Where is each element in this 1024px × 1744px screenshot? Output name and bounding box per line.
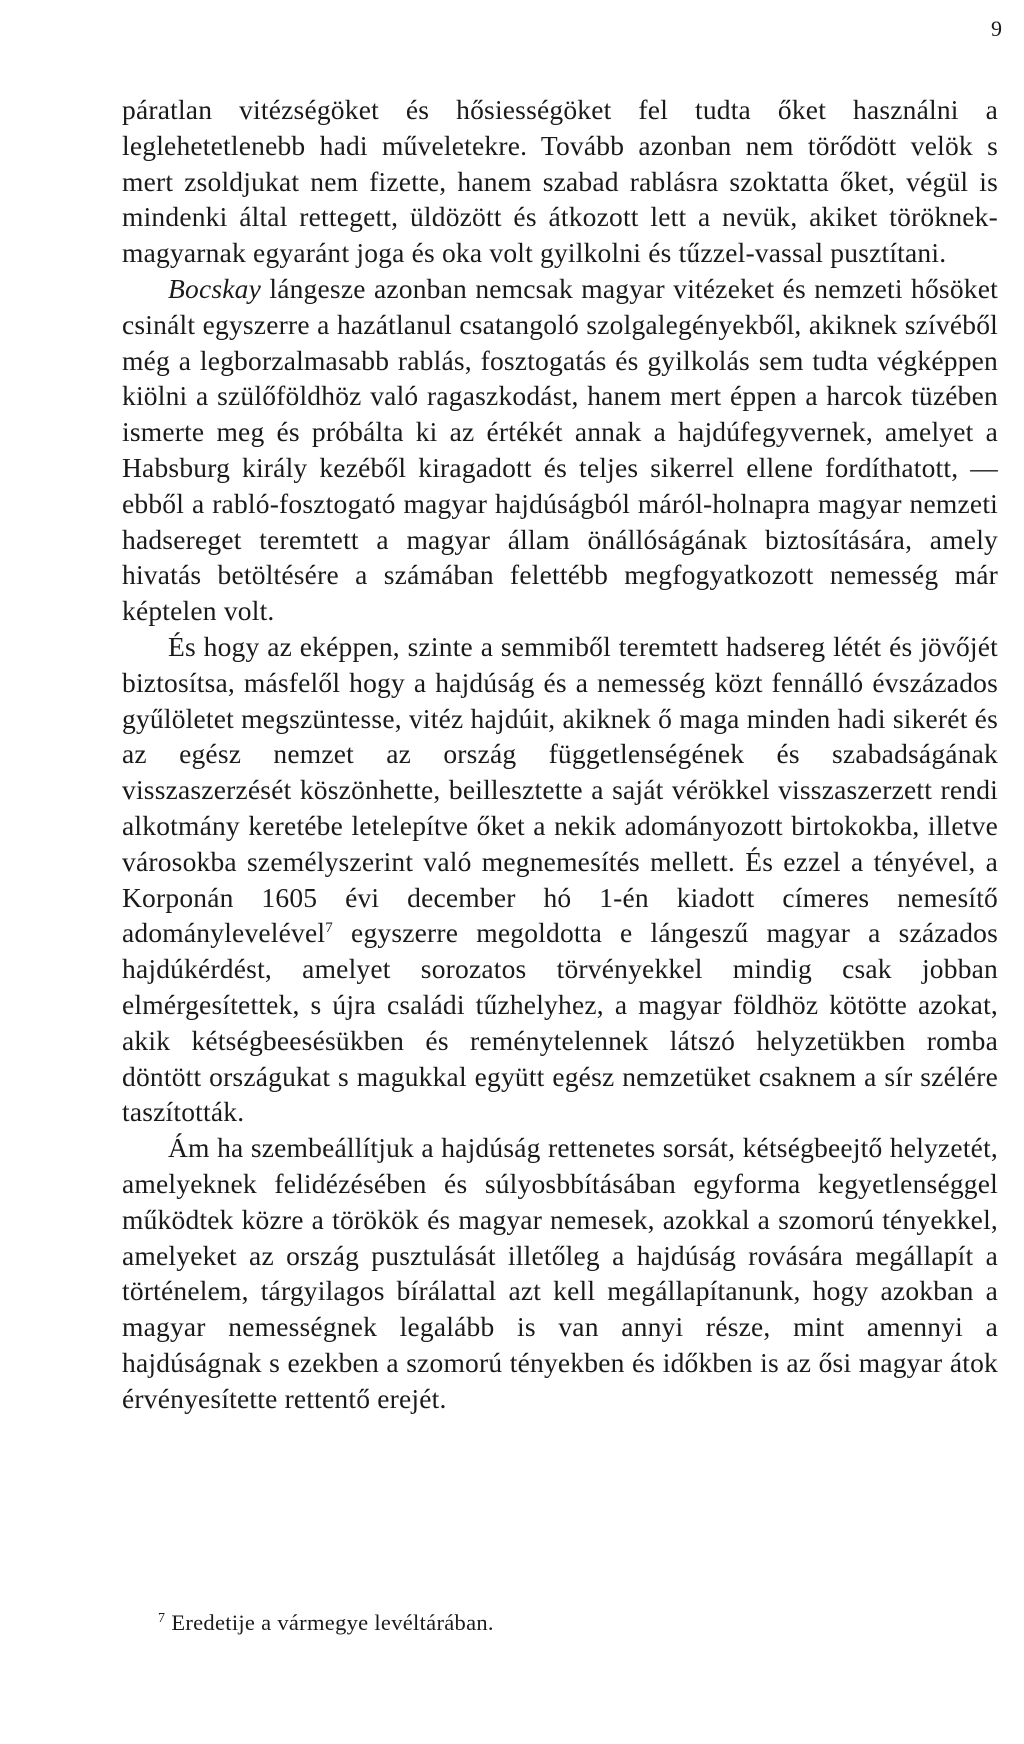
page-number: 9 <box>991 16 1002 41</box>
paragraph-1: páratlan vitézségöket és hősiességöket fel tudta őket használni a leglehetetlenebb hadi műveletekre. Tovább azonban nem törődött velök s mert zsoldjukat nem fizette, hanem szabad rablásra szoktatta őket, végül is mindenki által rettegett, üldözött és átkozott lett a nevük, akiket töröknek-magyarnak egyaránt joga és oka volt gyilkolni és tűzzel-vassal pusztítani. <box>122 94 998 269</box>
footnote <box>158 1609 494 1637</box>
paragraph-4: Ám ha szembeállítjuk a hajdúság rettenetes sorsát, kétségbeejtő helyzetét, amelyeknek felidézésében és súlyosbbításában egyforma kegyetlenséggel működtek közre a törökök és magyar nemesek, azokkal a szomorú tényekkel, amelyeket az ország pusztulását illetőleg a hajdúság rovására megállapít a történelem, tárgyilagos bírálattal azt kell megállapítanunk, hogy azokban a magyar nemességnek legalább is van annyi része, mint amennyi a hajdúságnak s ezekben a szomorú tényekben és időkben is az ősi magyar átok érvényesítette rettentő erejét. <box>122 1132 998 1414</box>
paragraph-3-text-after: egyszerre megoldotta e lángeszű magyar a százados hajdúkérdést, amelyet sorozatos törvényekkel mindig csak jobban elmérgesítettek, s újra családi tűzhelyhez, a magyar földhöz kötötte azokat, akik kétségbeesésükben és reménytelennek látszó helyzetükben romba döntött országukat s magukkal együtt egész nemzetüket csaknem a sír szélére taszították. <box>122 917 998 1128</box>
footnote-text: Eredetije a vármegye levéltárában. <box>171 1610 494 1635</box>
footnote-mark: 7 <box>158 1610 166 1626</box>
paragraph-3-text-before: És hogy az eképpen, szinte a semmiből teremtett hadsereg létét és jövőjét biztosítsa, másfelől hogy a hajdúság és a nemesség közt fennálló évszázados gyűlöletet megszüntesse, vitéz hajdúit, akiknek ő maga minden hadi sikerét és az egész nemzet az ország függetlenségének és szabadságának visszaszerzését köszönhette, beillesztette a saját vérökkel visszaszerzett rendi alkotmány keretébe letelepítve őket a nekik adományozott birtokokba, illetve városokba személyszerint való megnemesítés mellett. És ezzel a tényével, a Korponán 1605 évi december hó 1-én kiadott címeres nemesítő adománylevelével <box>122 630 998 949</box>
footnote-reference: 7 <box>325 920 333 937</box>
paragraph-2-text: lángesze azonban nemcsak magyar vitézeket és nemzeti hősöket csinált egyszerre a hazátlanul csatangoló szolgalegényekből, akiknek szívéből még a legborzalmasabb rablás, fosztogatás és gyilkolás sem tudta végképpen kiölni a szülőföldhöz való ragaszkodást, hanem mert éppen a harcok tüzében ismerte meg és próbálta ki az értékét annak a hajdúfegyvernek, amelyet a Habsburg király kezéből kiragadott és teljes sikerrel ellene fordíthatott, — ebből a rabló-fosztogató magyar hajdúságból máról-holnapra magyar nemzeti hadsereget teremtett a magyar állam önállóságának biztosítására, amely hivatás betöltésére a számában felettébb megfogyatkozott nemesség már képtelen volt. <box>122 272 998 627</box>
paragraph-2 <box>122 271 998 629</box>
body-text <box>122 92 998 1416</box>
paragraph-3 <box>122 629 998 1130</box>
paragraph-2-lead-italic: Bocskay <box>168 272 262 304</box>
